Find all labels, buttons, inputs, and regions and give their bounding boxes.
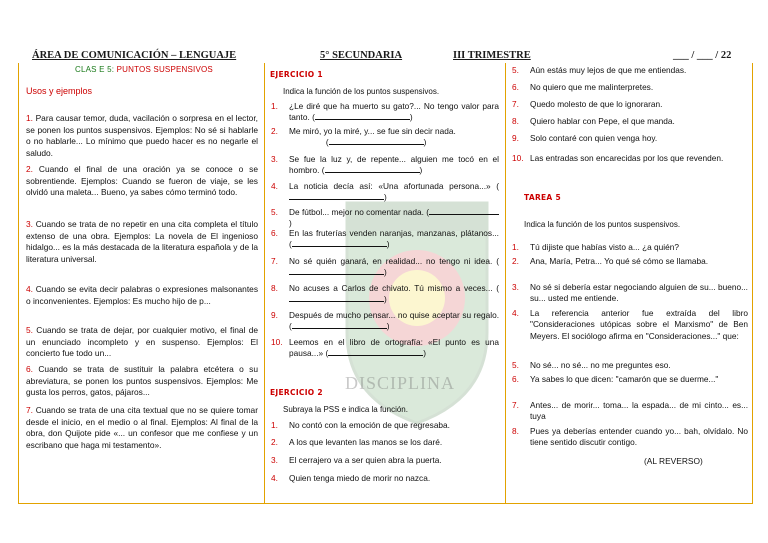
- item-text: No sé... no sé... no me preguntes eso.: [530, 360, 671, 370]
- item-text: Aún estás muy lejos de que me entiendas.: [530, 65, 687, 75]
- exercise-item: 4. La noticia decía así: «Una afortunada persona...» (): [271, 181, 499, 203]
- item-text: Me miró, yo la miré, y... se fue sin decir nada.: [289, 126, 456, 136]
- item-text: Pues ya deberías entender cuando yo... bah, olvídalo. No tiene sentido discutir contigo.: [530, 426, 748, 448]
- usage-number: 3.: [26, 219, 33, 229]
- exercise-item: 9. Después de mucho pensar... no quise aceptar su regalo. ( ): [271, 310, 499, 332]
- usage-text: Cuando se evita decir palabras o expresiones malsonantes o inconvenientes. Ejemplos: Es mucho hijo de p...: [26, 284, 259, 306]
- item-text: Leemos en el libro de ortografía: «El punto es una pausa...»: [289, 337, 499, 359]
- exercise-item: [512, 150, 748, 167]
- usage-text: Cuando se trata de una cita textual que no se quiere tomar desde el inicio, en el medio o al final. Ejemplos: Al final de la obra, don Quijote pide «... un confesor que me confiese y un escribano que haga mi testamento».: [26, 405, 258, 451]
- usage-text: Cuando se trata de no repetir en una cita completa el título extenso de una obra. Ejemplos: La novela de El ingenioso hidalgo... es la más destacada de la literatura española y de la literatura universal.: [26, 219, 259, 265]
- tarea-item: [512, 400, 748, 423]
- watermark-text: DISCIPLINA: [345, 373, 456, 393]
- item-number: 10.: [271, 337, 283, 347]
- exercise-item: [512, 116, 748, 127]
- left-column: [20, 63, 262, 504]
- item-number: 5.: [271, 207, 278, 217]
- usage-paragraph: [26, 405, 258, 452]
- answer-blank[interactable]: [328, 348, 423, 356]
- exercise-item: [512, 82, 748, 93]
- item-text: A los que levanten las manos se los daré.: [289, 437, 443, 447]
- item-number: 8.: [512, 116, 519, 126]
- answer-blank[interactable]: [289, 192, 384, 200]
- exercise-item: 8. No acuses a Carlos de chivato. Tú mismo a veces... (): [271, 283, 500, 305]
- item-text: ¿Le diré que ha muerto su gato?... No tengo valor para tanto.: [289, 101, 499, 123]
- item-number: 10.: [512, 153, 524, 163]
- exercise-1-instruction: Indica la función de los puntos suspensivos.: [283, 87, 440, 96]
- item-text: Quedo molesto de que lo ignoraran.: [530, 99, 663, 109]
- usage-paragraph: [26, 284, 258, 307]
- tarea-item: [512, 256, 748, 267]
- tarea-title: TAREA 5: [524, 193, 561, 202]
- answer-blank[interactable]: [429, 207, 499, 215]
- usage-text: Cuando el final de una oración ya se conoce o se sobrentiende. Ejemplos: Cuando se fueron de viaje, se les olvidó una maleta... Bueno, ya sabes cómo terminó todo.: [26, 164, 259, 198]
- exercise-item: [271, 473, 499, 484]
- class-label: CLAS E 5:: [75, 65, 115, 74]
- item-number: 3.: [271, 455, 278, 465]
- reverse-note: (AL REVERSO): [644, 456, 703, 466]
- item-number: 5.: [512, 65, 519, 75]
- exercise-item: [271, 420, 499, 431]
- exercise-1-title: EJERCICIO 1: [270, 70, 323, 79]
- exercise-item: [512, 133, 748, 144]
- item-number: 8.: [512, 426, 519, 436]
- item-number: 5.: [512, 360, 519, 370]
- tarea-instruction: Indica la función de los puntos suspensivos.: [524, 220, 681, 229]
- section-title: Usos y ejemplos: [26, 86, 93, 96]
- item-text: Antes... de morir... toma... la espada... de mi cinto... es... tuya: [530, 400, 748, 422]
- exercise-item: 6. En las fruterías venden naranjas, manzanas, plátanos... ( ): [271, 228, 499, 250]
- usage-paragraph: [26, 364, 258, 399]
- item-number: 3.: [512, 282, 519, 292]
- item-text: No contó con la emoción de que regresaba.: [289, 420, 450, 430]
- exercise-item: 1. ¿Le diré que ha muerto su gato?... No tengo valor para tanto. ( ): [271, 101, 499, 123]
- item-number: 9.: [512, 133, 519, 143]
- item-number: 2.: [512, 256, 519, 266]
- item-number: 8.: [271, 283, 278, 293]
- item-text: Ya sabes lo que dicen: "camarón que se duerme...": [530, 374, 719, 384]
- item-text: No quiero que me malinterpretes.: [530, 82, 654, 92]
- usage-paragraph: [26, 325, 258, 360]
- exercise-2-instruction: Subraya la PSS e indica la función.: [283, 405, 408, 414]
- class-topic: PUNTOS SUSPENSIVOS: [116, 65, 213, 74]
- answer-blank[interactable]: [289, 267, 384, 275]
- exercise-item: 2. Me miró, yo la miré, y... se fue sin decir nada. ( ): [271, 126, 456, 148]
- item-number: 2.: [271, 437, 278, 447]
- exercise-item: 7. No sé quién ganará, en realidad... no tengo ni idea. (): [271, 256, 499, 278]
- item-text: Las entradas son encarecidas por los que revenden.: [530, 153, 724, 163]
- item-number: 2.: [271, 126, 278, 136]
- tarea-item: [512, 242, 748, 253]
- item-text: No sé si debería estar negociando alguien de su... bueno... su... usted me entiende.: [530, 282, 748, 304]
- class-title: [75, 65, 213, 74]
- item-number: 1.: [271, 420, 278, 430]
- item-text: No sé quién ganará, en realidad... no tengo ni idea.: [289, 256, 493, 266]
- answer-blank[interactable]: [289, 294, 384, 302]
- item-number: 7.: [512, 99, 519, 109]
- usage-number: 1.: [26, 113, 33, 123]
- item-number: 1.: [512, 242, 519, 252]
- usage-text: Para causar temor, duda, vacilación o sorpresa en el lector, se ponen los puntos suspensivos. Ejemplos: No sé si hablarle o no hablarle... Lo mínimo que puedo hacer es no negarle el saludo.: [26, 113, 258, 159]
- exercise-item: [512, 99, 748, 110]
- answer-blank[interactable]: [315, 112, 410, 120]
- item-text: Se fue la luz y, de repente... alguien me tocó en el hombro.: [289, 154, 499, 176]
- usage-number: 4.: [26, 284, 33, 294]
- item-text: El cerrajero va a ser quien abra la puerta.: [289, 455, 442, 465]
- usage-paragraph: [26, 164, 258, 199]
- item-text: No acuses a Carlos de chivato. Tú mismo a veces...: [289, 283, 493, 293]
- item-text: La noticia decía así: «Una afortunada persona...»: [289, 181, 491, 191]
- right-column: [505, 63, 752, 504]
- item-number: 6.: [512, 374, 519, 384]
- tarea-item: [512, 308, 748, 342]
- exercise-2-title: EJERCICIO 2: [270, 388, 323, 397]
- item-number: 4.: [512, 308, 519, 318]
- usage-paragraph: [26, 219, 258, 266]
- item-text: Después de mucho pensar... no quise aceptar su regalo.: [289, 310, 499, 320]
- tarea-item: [512, 282, 748, 305]
- usage-number: 6.: [26, 364, 33, 374]
- item-number: 1.: [271, 101, 278, 111]
- usage-number: 2.: [26, 164, 33, 174]
- item-number: 6.: [271, 228, 278, 238]
- item-text: De fútbol... mejor no comentar nada.: [289, 207, 424, 217]
- usage-number: 7.: [26, 405, 33, 415]
- item-number: 4.: [271, 473, 278, 483]
- tarea-item: [512, 426, 748, 449]
- usage-paragraph: [26, 113, 258, 160]
- item-number: 7.: [271, 256, 278, 266]
- exercise-item: 3. Se fue la luz y, de repente... alguien me tocó en el hombro. ( ): [271, 154, 499, 176]
- item-text: Quien tenga miedo de morir no nazca.: [289, 473, 431, 483]
- exercise-item: [271, 437, 499, 448]
- tarea-item: [512, 360, 748, 371]
- item-number: 7.: [512, 400, 519, 410]
- item-number: 9.: [271, 310, 278, 320]
- usage-number: 5.: [26, 325, 33, 335]
- item-number: 4.: [271, 181, 278, 191]
- header-term: III TRIMESTRE: [453, 50, 531, 61]
- header-grade: 5° SECUNDARIA: [320, 50, 403, 61]
- item-text: Ana, María, Petra... Yo qué sé cómo se llamaba.: [530, 256, 709, 266]
- item-text: Quiero hablar con Pepe, el que manda.: [530, 116, 675, 126]
- item-text: En las fruterías venden naranjas, manzanas, plátanos...: [289, 228, 499, 238]
- answer-blank[interactable]: [292, 321, 387, 329]
- header-date: ___ / ___ / 22: [673, 50, 732, 61]
- usage-text: Cuando se trata de sustituir la palabra etcétera o su abreviatura, se ponen los puntos suspensivos. Ejemplos: Me gusta los perros, gatos, pájaros...: [26, 364, 258, 398]
- item-text: Tú dijiste que habías visto a... ¿a quién?: [530, 242, 679, 252]
- item-text: La referencia anterior fue extraída del libro "Consideraciones utópicas sobre el Marxismo" de Ben Meyers. El sociólogo afirma en "Consideraciones..." que:: [530, 308, 748, 341]
- answer-blank[interactable]: [329, 137, 424, 145]
- exercise-item: 10. Leemos en el libro de ortografía: «El punto es una pausa...» ( ): [271, 337, 499, 359]
- answer-blank[interactable]: [292, 239, 387, 247]
- exercise-item: 5. De fútbol... mejor no comentar nada. (): [271, 207, 499, 230]
- item-number: 3.: [271, 154, 278, 164]
- item-text: Solo contaré con quien venga hoy.: [530, 133, 658, 143]
- answer-blank[interactable]: [325, 165, 420, 173]
- exercise-item: [271, 455, 499, 466]
- item-number: 6.: [512, 82, 519, 92]
- middle-column: [264, 63, 504, 504]
- exercise-item: [512, 65, 748, 76]
- header-area: ÁREA DE COMUNICACIÓN – LENGUAJE: [32, 50, 237, 61]
- tarea-item: [512, 374, 748, 385]
- page-header: [18, 50, 753, 64]
- usage-text: Cuando se trata de dejar, por cualquier motivo, el final de un enunciado incompleto y en suspenso. Ejemplos: El concierto fue todo un...: [26, 325, 259, 359]
